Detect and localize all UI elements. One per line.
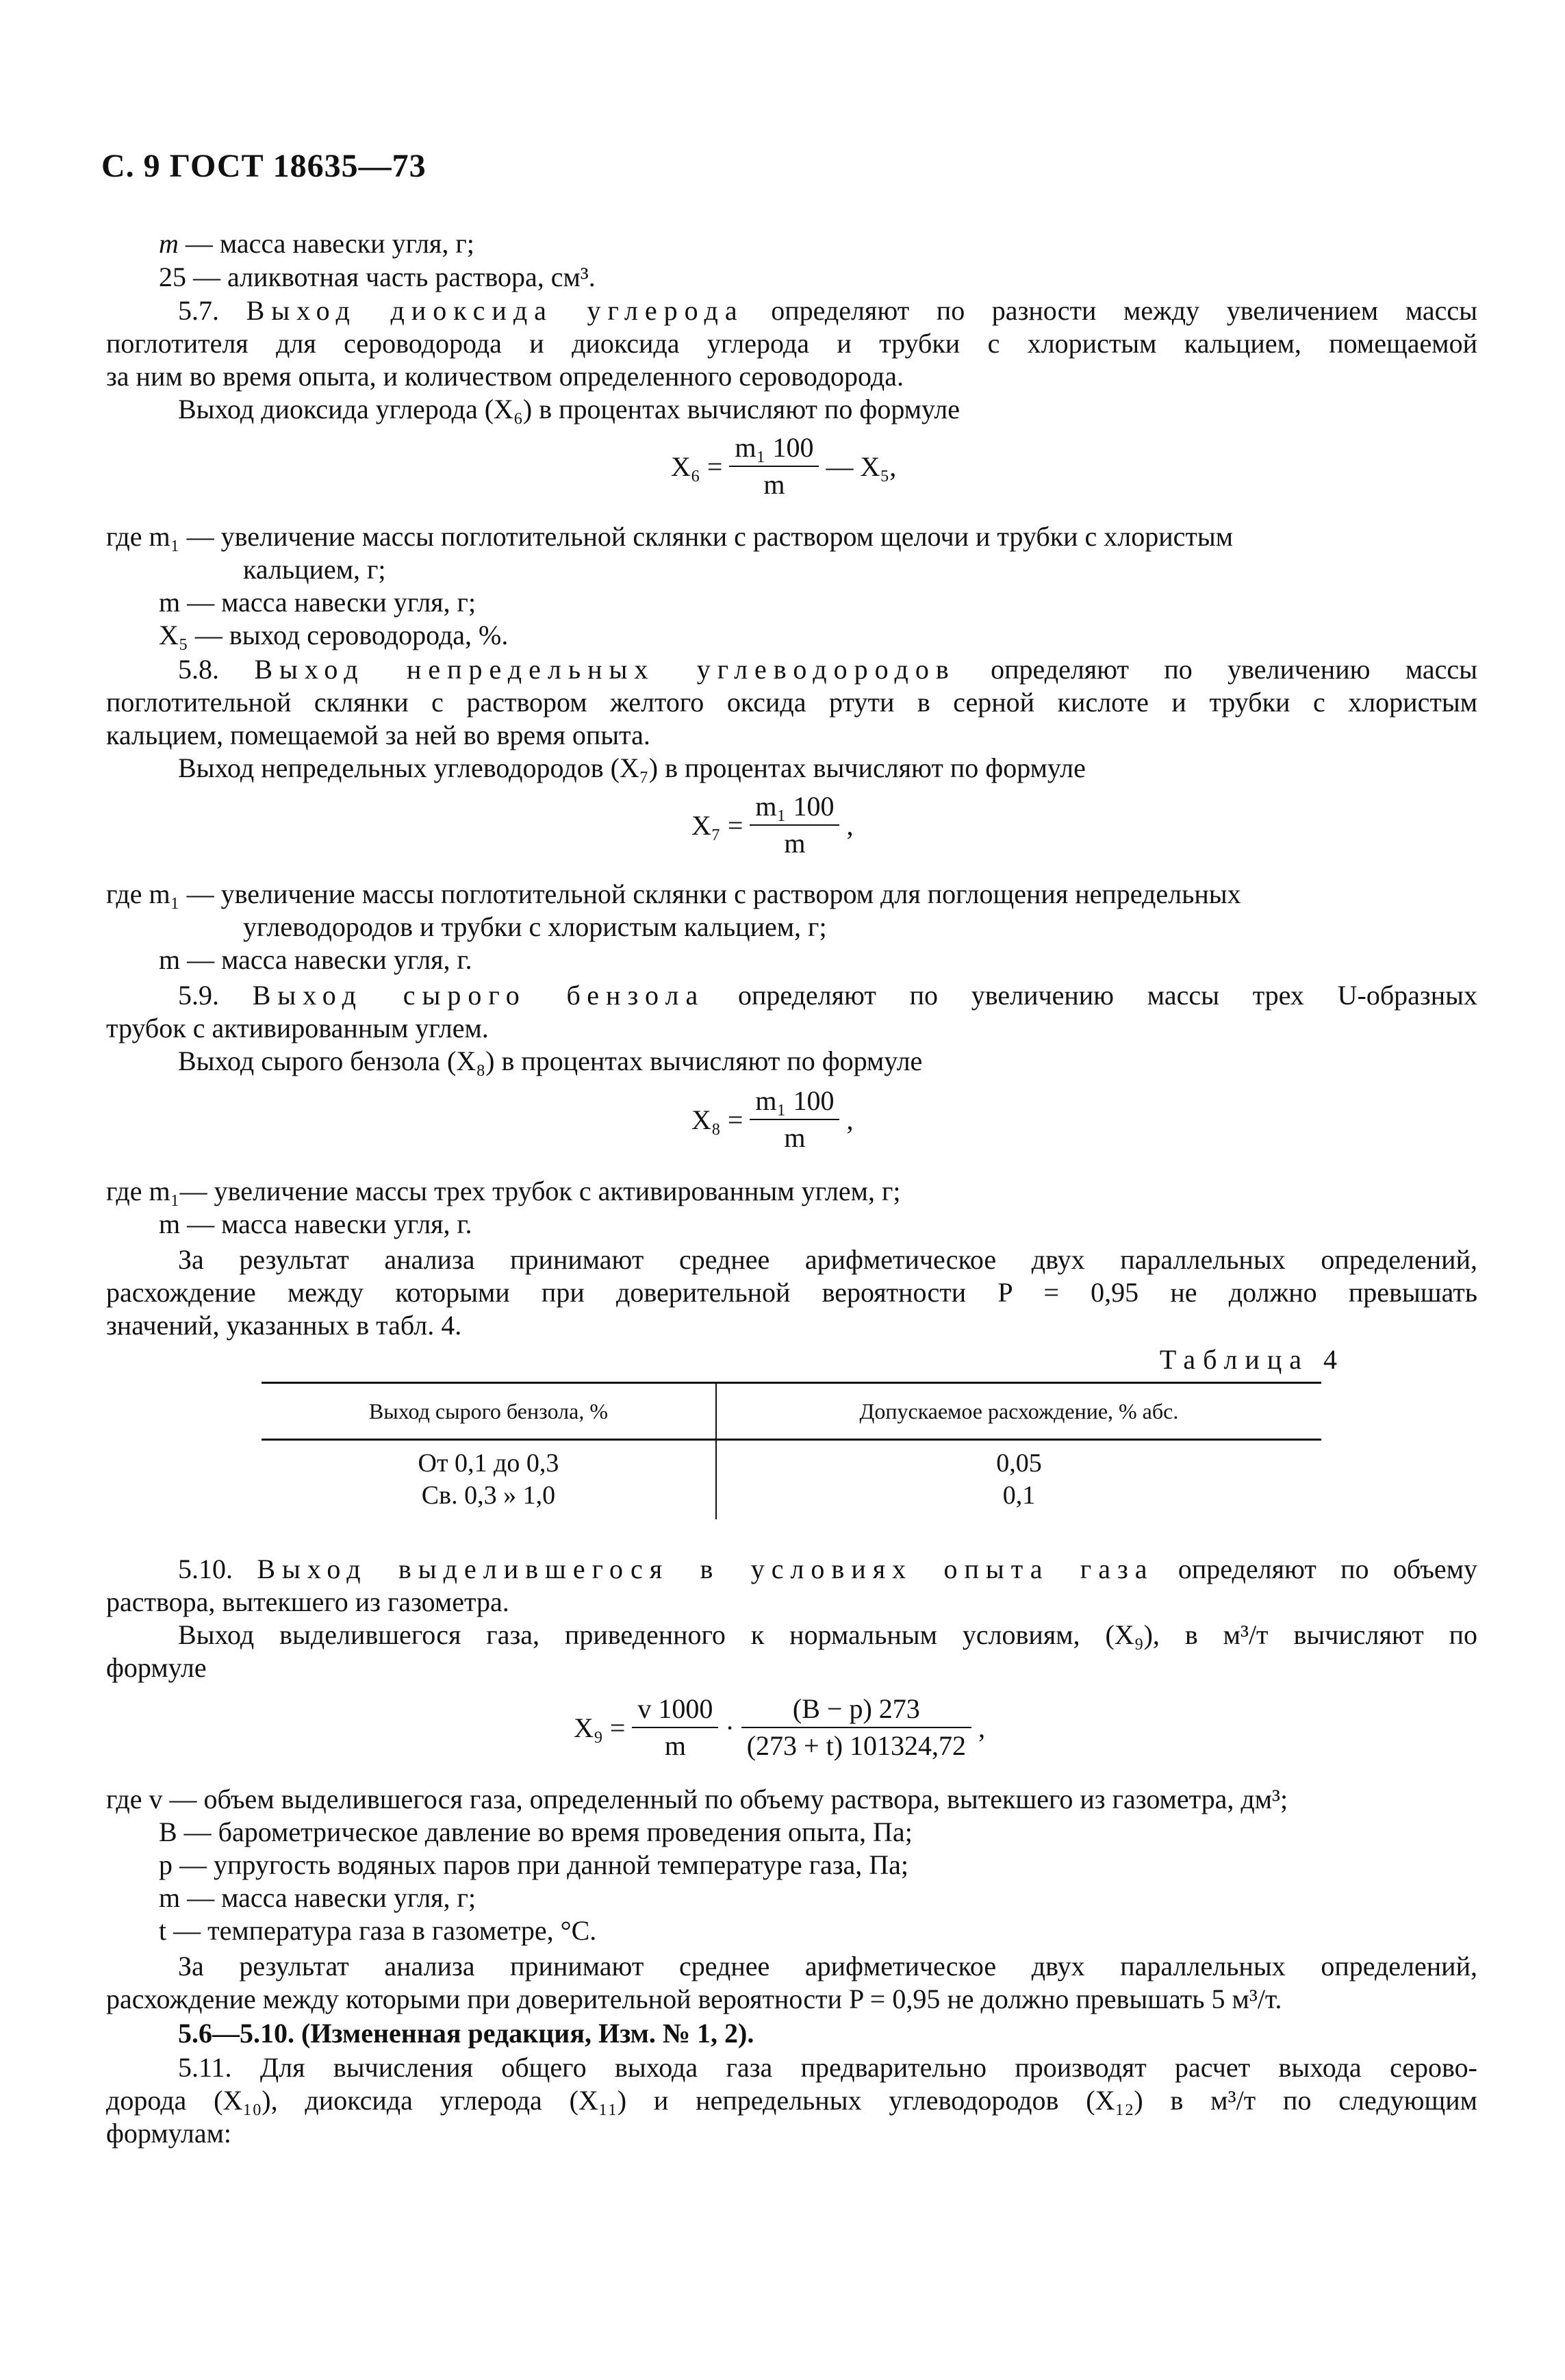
section-title: Выход диоксида углерода [246,295,744,326]
section-5-11-line: 5.11. Для вычисления общего выхода газа предварительно производят расчет выхода серово- [178,2052,1477,2083]
table-header: Выход сырого бензола, % [262,1383,716,1440]
paragraph-line: расхождение между которыми при доверительной вероятности P = 0,95 не должно превышать 5 м³/т. [106,1984,1282,2014]
page-header: С. 9 ГОСТ 18635—73 [101,148,427,184]
table-cell: От 0,1 до 0,3 [262,1440,716,1480]
definition-line: углеводородов и трубки с хлористым кальцием, г; [243,911,827,942]
paragraph-line: расхождение между которыми при доверительной вероятности P = 0,95 не должно превышать [106,1277,1477,1308]
paragraph-line: формулам: [106,2118,232,2149]
paragraph-line: За результат анализа принимают среднее арифметическое двух параллельных определений, [178,1951,1477,1982]
definition-line: p — упругость водяных паров при данной температуре газа, Па; [159,1849,909,1880]
section-5-10-heading: 5.10. Выход выделившегося в условиях опыта газа определяют по объему [178,1554,1478,1584]
paragraph-line: кальцием, помещаемой за ней во время опыта. [106,720,650,750]
definition-line: кальцием, г; [243,554,386,585]
paragraph-line: трубок с активированным углем. [106,1013,489,1043]
table-cell: 0,05 [996,1449,1042,1478]
definition-line: m — масса навески угля, г. [159,944,472,975]
table-row [262,1440,1321,1480]
definition-line: B — барометрическое давление во время проведения опыта, Па; [159,1816,913,1847]
definition-line: 25 — аликвотная часть раствора, см³. [159,262,596,292]
definition-line: m — масса навески угля, г. [159,1208,472,1239]
formula-x8: X₈ = $\frac{\text{m₁ 100}}{m}$ , [691,1083,853,1156]
paragraph-line: За результат анализа принимают среднее арифметическое двух параллельных определений, [178,1244,1477,1275]
formula-intro: Выход сырого бензола (X₈) в процентах вычисляют по формуле [178,1046,923,1076]
section-title: Выход сырого бензола [252,980,705,1011]
formula-x7: X₇ = $\frac{\text{m₁ 100}}{m}$ , [691,789,853,861]
section-5-7-heading: 5.7. Выход диоксида углерода определяют по разности между увеличением массы [178,295,1478,326]
table-caption: Таблица 4 [1159,1344,1345,1375]
definition-line: где m₁ — увеличение массы поглотительной склянки с раствором щелочи и трубки с хлористым [106,521,1234,552]
paragraph-line: поглотителя для сероводорода и диоксида углерода и трубки с хлористым кальцием, помещаемой [106,328,1477,359]
section-title: Выход непредельных углеводородов [254,654,956,685]
definition-line: m — масса навески угля, г; [159,1882,476,1913]
paragraph-line: раствора, вытекшего из газометра. [106,1586,509,1617]
definition-line: где m₁ — увеличение массы поглотительной склянки с раствором для поглощения непредельных [106,878,1241,909]
table-cell: 0,1 [1002,1481,1036,1510]
section-5-9-heading: 5.9. Выход сырого бензола определяют по увеличению массы трех U-образных [178,980,1478,1011]
formula-intro: формуле [106,1652,207,1683]
table-cell: Св. 0,3 » 1,0 [262,1480,716,1519]
definition-line: где m₁— увеличение массы трех трубок с активированным углем, г; [106,1176,901,1206]
formula-x9: X₉ = $\frac{v 1000}{m}$ · $\frac{(B - p) 273}{(273 + t) 101324,72}$ , [574,1691,985,1764]
section-5-8-heading: 5.8. Выход непредельных углеводородов определяют по увеличению массы [178,654,1478,685]
formula-intro: Выход диоксида углерода (X₆) в процентах вычисляют по формуле [178,394,960,425]
definition-line: m — масса навески угля, г; [159,228,474,259]
formula-intro: Выход непредельных углеводородов (X₇) в процентах вычисляют по формуле [178,752,1086,783]
paragraph-line: значений, указанных в табл. 4. [106,1310,462,1341]
paragraph-line: за ним во время опыта, и количеством определенного сероводорода. [106,361,904,392]
definition-line: t — температура газа в газометре, °С. [159,1915,597,1946]
amendment-note: 5.6—5.10. (Измененная редакция, Изм. № 1, 2). [178,2018,754,2049]
paragraph-line: поглотительной склянки с раствором желтого оксида ртути в серной кислоте и трубки с хлористым [106,687,1477,718]
paragraph-line: дорода (X₁₀), диоксида углерода (X₁₁) и непредельных углеводородов (X₁₂) в м³/т по следующим [106,2085,1477,2116]
definition-line: где v — объем выделившегося газа, определенный по объему раствора, вытекшего из газометра, дм³; [106,1784,1288,1814]
section-title: Выход выделившегося в условиях опыта газа [257,1554,1154,1584]
definition-line: m — масса навески угля, г; [159,587,476,618]
table-row [262,1480,1321,1519]
definition-line: X₅ — выход сероводорода, %. [159,620,509,650]
formula-intro: Выход выделившегося газа, приведенного к нормальным условиям, (X₉), в м³/т вычисляют по [178,1619,1477,1650]
formula-x6: X₆ = $\frac{\text{m₁ 100}}{m}$ — X₅, [671,430,896,503]
table-4 [262,1382,1321,1519]
table-header: Допускаемое расхождение, % абс. [716,1383,1321,1440]
